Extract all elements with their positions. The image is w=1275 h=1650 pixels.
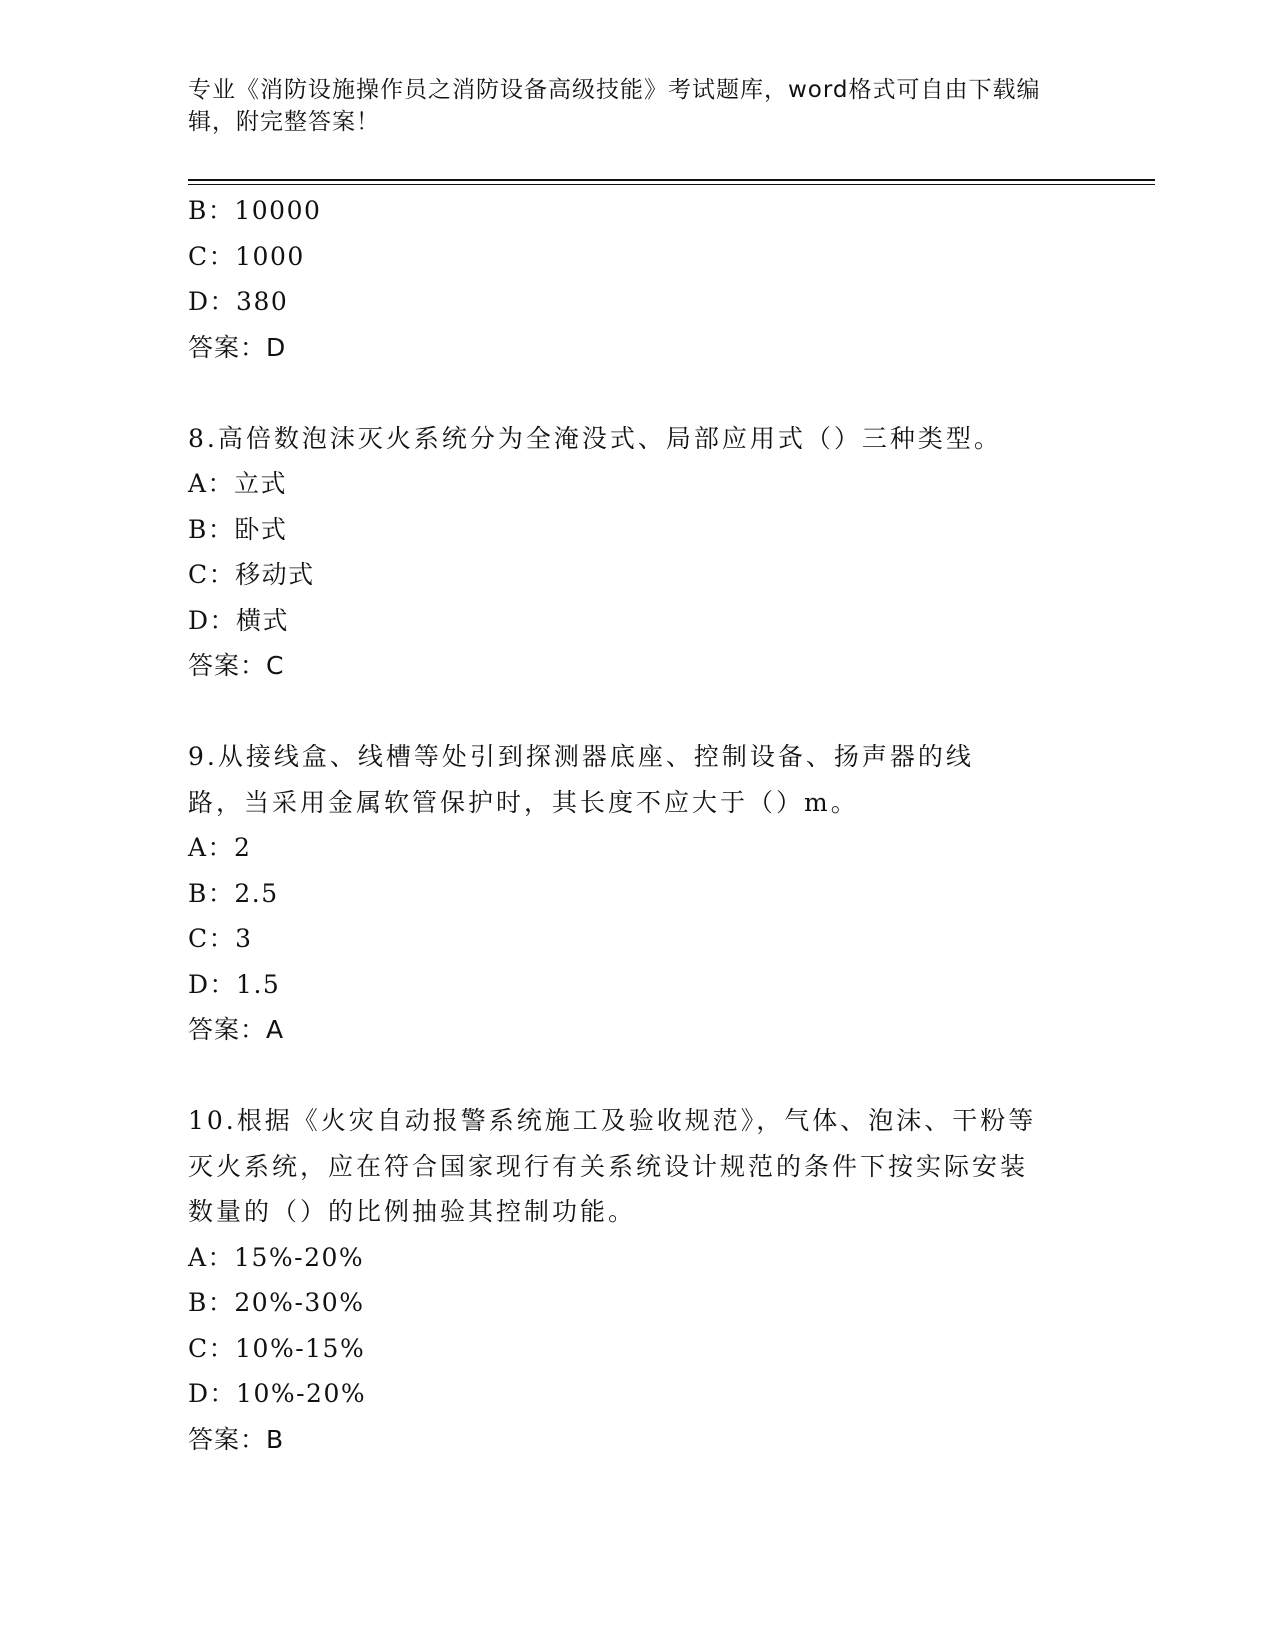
question-stem: 10.根据《火灾自动报警系统施工及验收规范》，气体、泡沫、干粉等灭火系统，应在符合国家现行有关系统设计规范的条件下按实际安装数量的（）的比例抽验其控制功能。 [188, 1106, 1037, 1226]
option-b: B：10000 [188, 196, 322, 225]
option-b: B：2.5 [188, 878, 279, 908]
answer: 答案：C [188, 651, 285, 680]
option-d: D：10%-20% [188, 1379, 367, 1408]
answer: 答案：A [188, 1015, 285, 1044]
option-b: B：卧式 [188, 514, 288, 544]
option-b: B：20%-30% [188, 1288, 365, 1317]
spacer [188, 370, 1088, 416]
answer: 答案：D [188, 332, 287, 362]
option-a: A：2 [188, 833, 252, 862]
option-a: A：15%-20% [188, 1242, 365, 1272]
option-d: D：横式 [188, 605, 290, 635]
option-c: C：3 [188, 924, 253, 953]
option-a: A：立式 [188, 469, 288, 498]
question-stem: 8.高倍数泡沫灭火系统分为全淹没式、局部应用式（）三种类型。 [188, 423, 1002, 453]
document-body [188, 188, 1088, 1462]
question-10 [188, 1098, 1088, 1462]
spacer [188, 1053, 1088, 1099]
header-divider-thin [188, 184, 1155, 185]
question-7-continued [188, 188, 1088, 370]
option-c: C：10%-15% [188, 1333, 366, 1363]
option-d: D：380 [188, 287, 289, 316]
question-stem: 9.从接线盒、线槽等处引到探测器底座、控制设备、扬声器的线路，当采用金属软管保护时，其长度不应大于（）m。 [188, 742, 974, 817]
spacer [188, 689, 1088, 735]
header-divider [188, 179, 1155, 181]
option-c: C：1000 [188, 241, 305, 271]
page-header: 专业《消防设施操作员之消防设备高级技能》考试题库，word格式可自由下载编辑，附完整答案！ [188, 77, 1041, 135]
option-c: C：移动式 [188, 560, 315, 589]
option-d: D：1.5 [188, 969, 281, 999]
question-9 [188, 734, 1088, 1053]
question-8 [188, 416, 1088, 689]
answer: 答案：B [188, 1424, 285, 1454]
